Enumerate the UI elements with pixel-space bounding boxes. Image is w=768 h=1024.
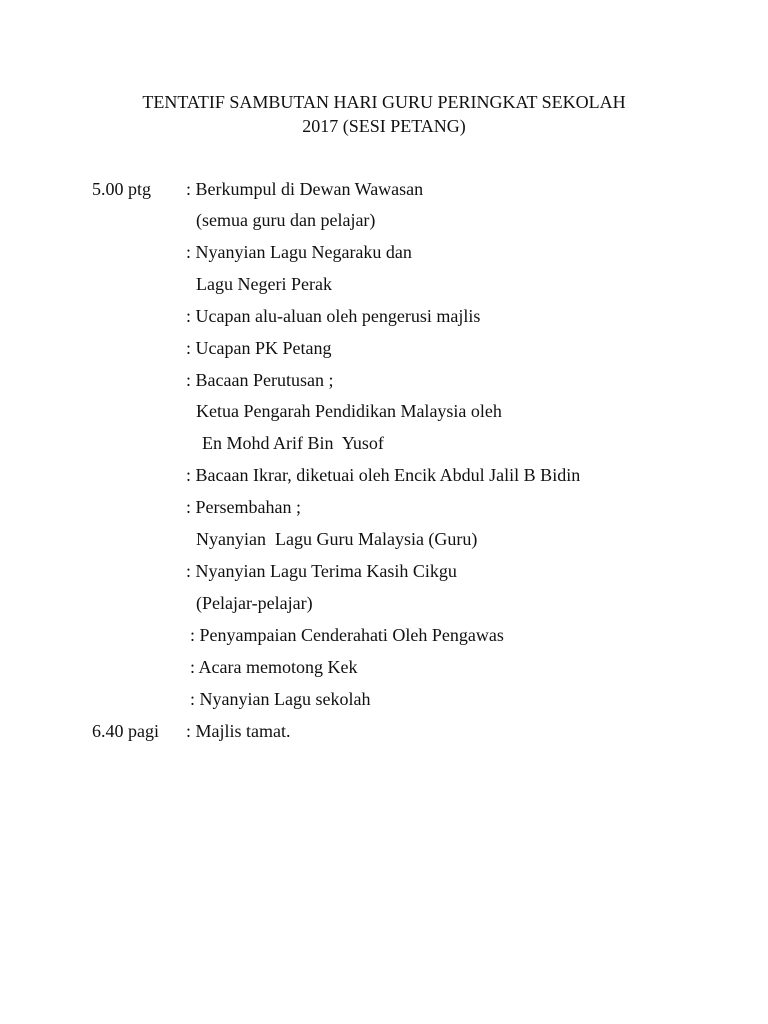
schedule-line: : Ucapan alu-aluan oleh pengerusi majlis xyxy=(186,306,481,326)
schedule-line: : Ucapan PK Petang xyxy=(186,338,332,358)
schedule-line: Ketua Pengarah Pendidikan Malaysia oleh xyxy=(196,401,502,421)
schedule-line: : Persembahan ; xyxy=(186,497,301,517)
schedule-line: : Penyampaian Cenderahati Oleh Pengawas xyxy=(190,625,504,645)
schedule-line: : Nyanyian Lagu Negaraku dan xyxy=(186,242,412,262)
schedule-line: : Majlis tamat. xyxy=(186,721,291,741)
schedule-line: : Nyanyian Lagu Terima Kasih Cikgu xyxy=(186,561,457,581)
schedule-line: : Bacaan Perutusan ; xyxy=(186,370,334,390)
schedule-line: En Mohd Arif Bin Yusof xyxy=(202,433,384,453)
start-time: 5.00 ptg xyxy=(92,179,152,199)
schedule-line: Nyanyian Lagu Guru Malaysia (Guru) xyxy=(196,529,478,549)
schedule-line: (semua guru dan pelajar) xyxy=(196,210,376,230)
end-time: 6.40 pagi xyxy=(92,721,159,741)
schedule-line: : Berkumpul di Dewan Wawasan xyxy=(186,179,424,199)
schedule-line: : Bacaan Ikrar, diketuai oleh Encik Abdul Jalil B Bidin xyxy=(186,465,581,485)
schedule-line: (Pelajar-pelajar) xyxy=(196,593,313,613)
schedule-line: : Acara memotong Kek xyxy=(190,657,358,677)
document-title-line-2: 2017 (SESI PETANG) xyxy=(302,116,466,136)
schedule-line: Lagu Negeri Perak xyxy=(196,274,332,294)
document-title-line-1: TENTATIF SAMBUTAN HARI GURU PERINGKAT SEKOLAH xyxy=(142,92,626,112)
schedule-line: : Nyanyian Lagu sekolah xyxy=(190,689,371,709)
